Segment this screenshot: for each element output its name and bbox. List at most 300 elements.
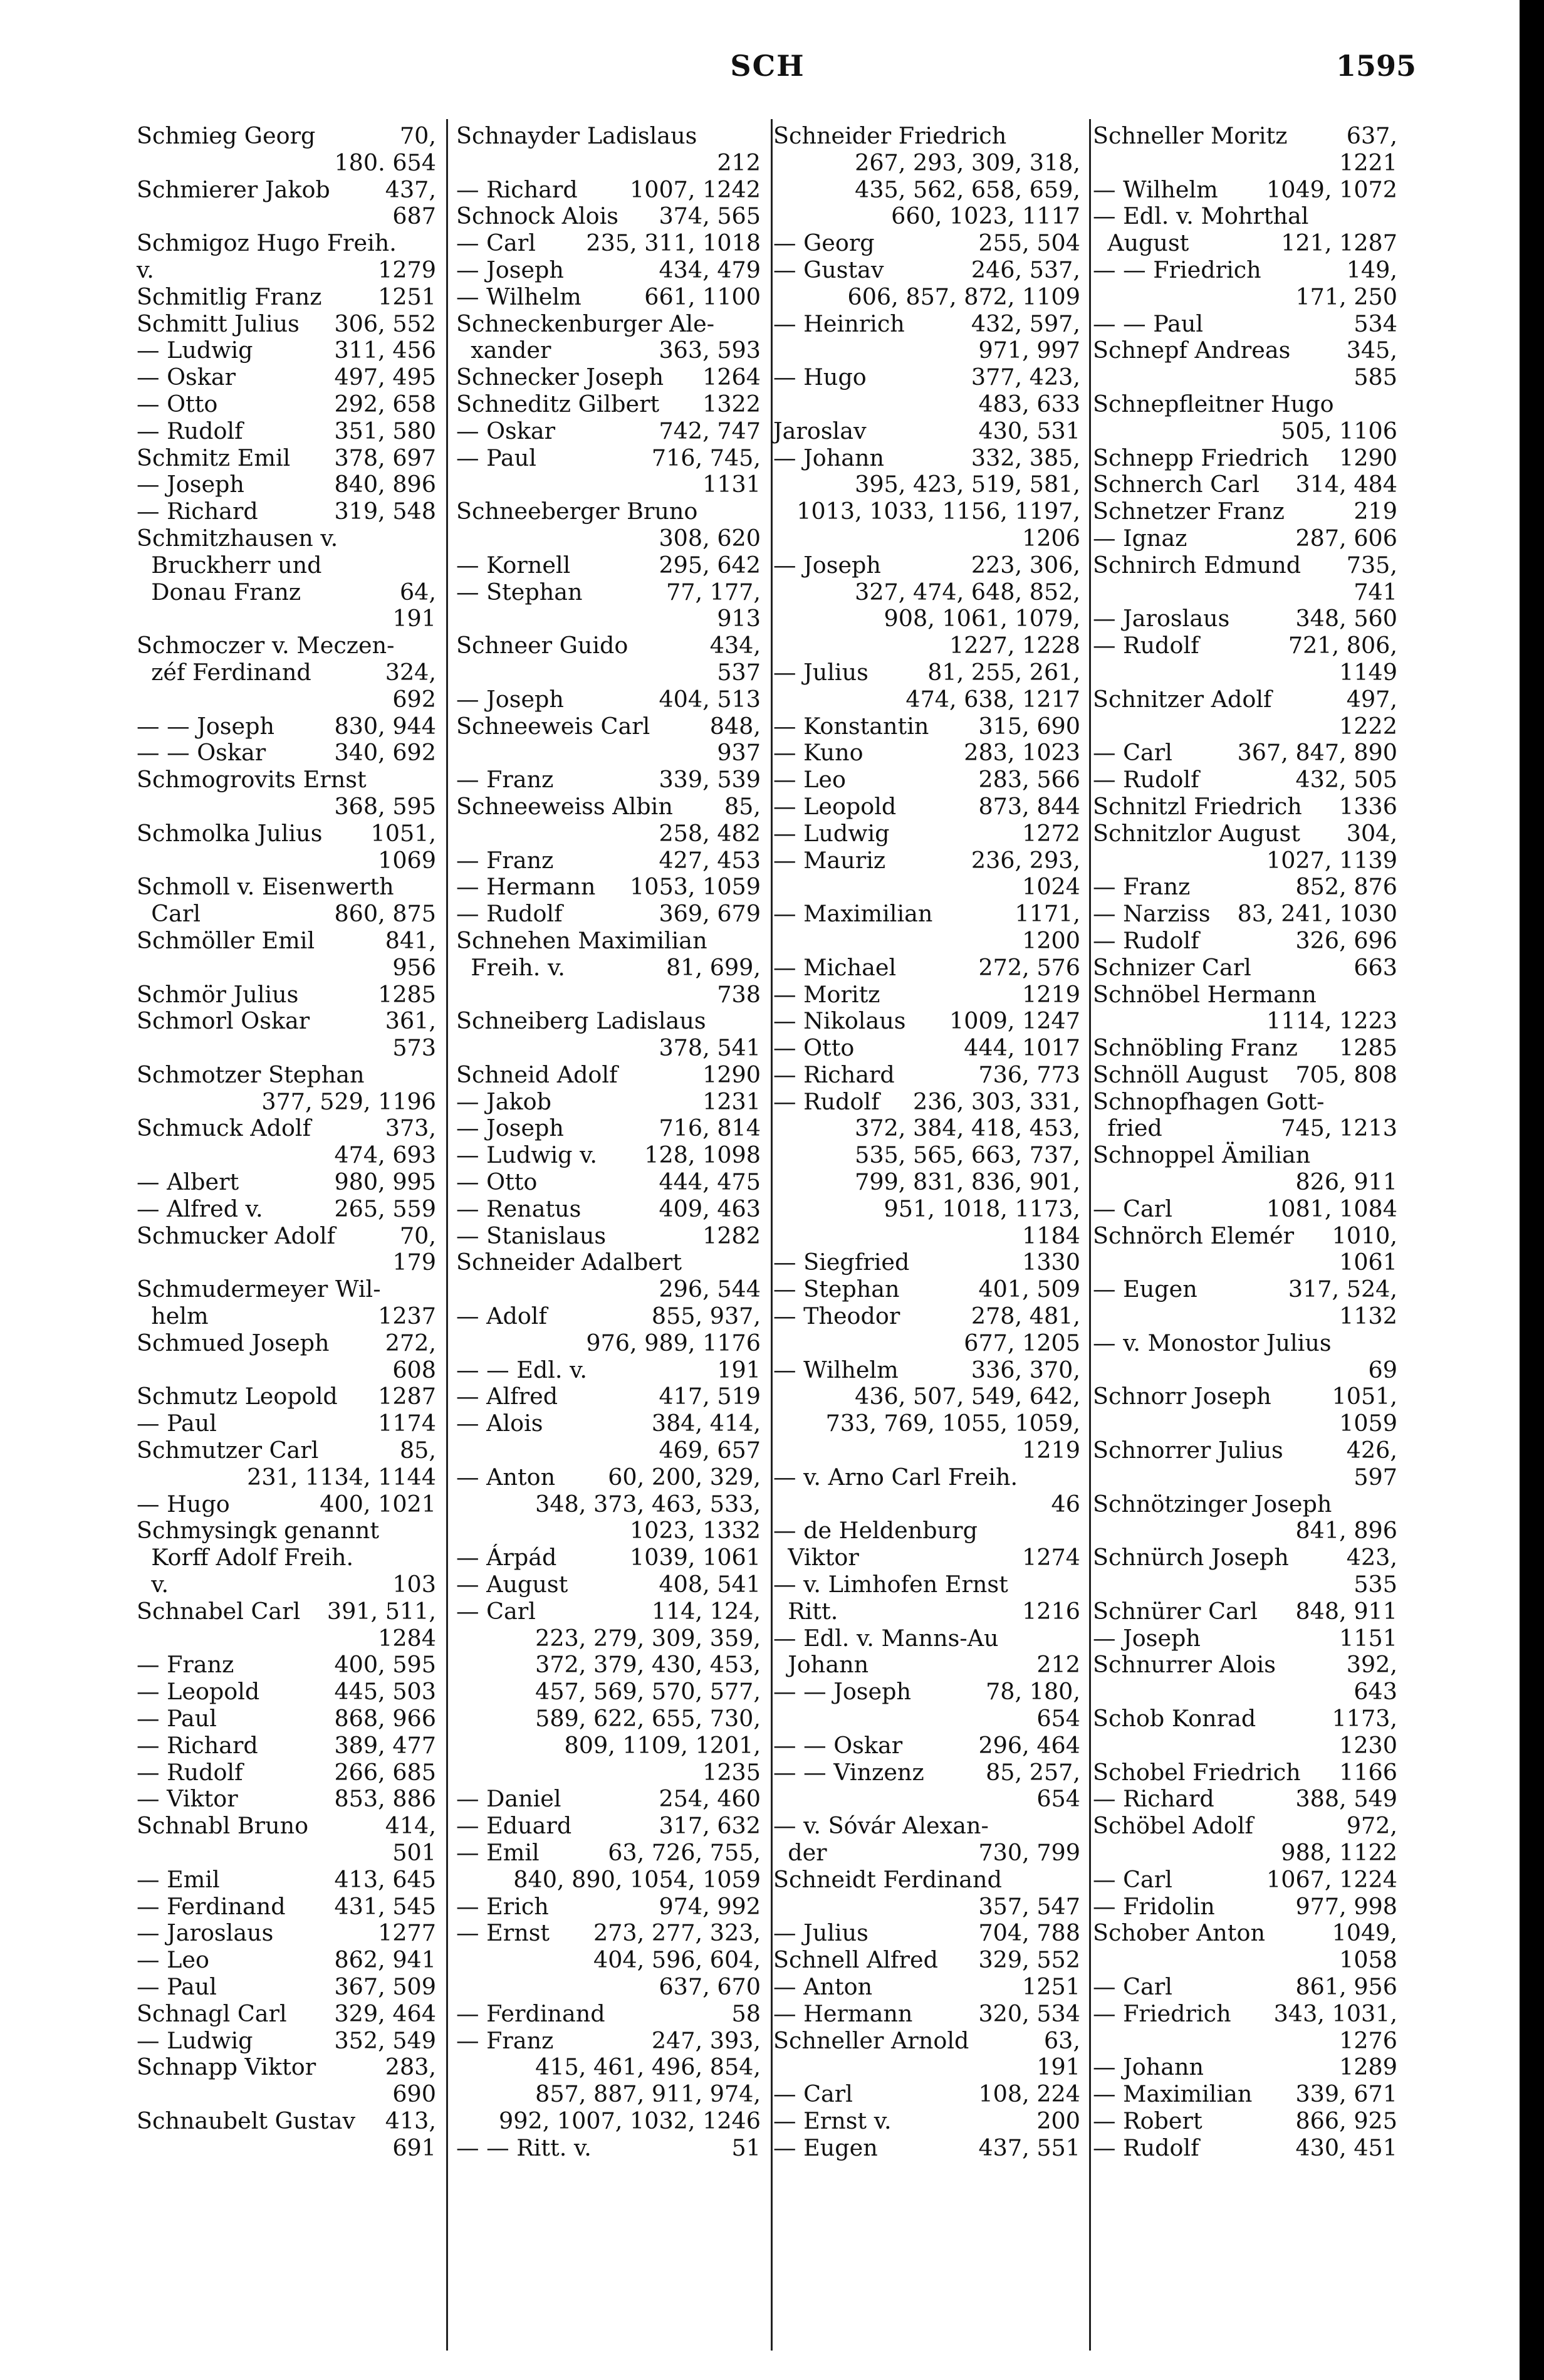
index-entry — [1093, 1196, 1397, 1223]
index-entry — [773, 498, 1080, 525]
entry-pages: 855, 937, — [651, 1303, 761, 1330]
entry-name: — Carl — [1093, 739, 1172, 767]
entry-name: Schnurrer Alois — [1093, 1651, 1276, 1679]
index-entry — [1093, 284, 1397, 311]
index-entry — [1093, 1518, 1397, 1544]
entry-name: — — Oskar — [773, 1731, 903, 1759]
entry-name: Schnörch Elemér — [1093, 1222, 1295, 1249]
entry-name: — Alfred — [456, 1383, 558, 1410]
entry-pages: 236, 303, 331, — [912, 1088, 1080, 1115]
entry-pages: 736, 773 — [978, 1061, 1080, 1088]
entry-pages: 704, 788 — [978, 1919, 1080, 1947]
entry-name: — — Friedrich — [1093, 256, 1261, 283]
entry-name: — Edl. v. Mohrthal — [1093, 202, 1309, 230]
entry-pages: 283, 566 — [978, 766, 1080, 794]
entry-name: — Ludwig — [773, 819, 890, 847]
entry-name: — Carl — [773, 2080, 853, 2108]
entry-pages: 654 — [1036, 1705, 1080, 1733]
entry-pages: 332, 385, — [971, 444, 1080, 471]
entry-name: — Julius — [773, 1919, 868, 1947]
entry-name: — Ludwig — [137, 337, 253, 364]
index-entry — [773, 257, 1080, 284]
entry-pages: 1219 — [1022, 1437, 1080, 1464]
index-entry — [456, 1625, 761, 1652]
index-entry — [1093, 1008, 1397, 1035]
entry-pages: 637, 670 — [659, 1973, 761, 2000]
index-entry — [773, 1974, 1080, 2001]
index-entry — [773, 1759, 1080, 1786]
entry-name: — Edl. v. Manns-Au — [773, 1624, 999, 1652]
entry-name: — Emil — [137, 1865, 220, 1893]
entry-name: Korff Adolf Freih. — [137, 1544, 354, 1571]
index-entry — [773, 1786, 1080, 1813]
entry-name: — Otto — [773, 1034, 855, 1062]
entry-name: — Otto — [456, 1168, 538, 1196]
scan-edge — [1520, 0, 1544, 2380]
index-entry — [137, 1464, 436, 1491]
entry-pages: 400, 1021 — [320, 1490, 436, 1518]
index-entry — [773, 1598, 1080, 1625]
entry-name: — Stanislaus — [456, 1222, 607, 1249]
index-entry — [137, 713, 436, 740]
entry-pages: 108, 224 — [978, 2080, 1080, 2108]
index-entry — [1093, 1223, 1397, 1250]
entry-name: Schobel Friedrich — [1093, 1758, 1301, 1786]
entry-name: — Franz — [456, 846, 554, 874]
entry-pages: 1069 — [378, 846, 436, 874]
entry-name: — Fridolin — [1093, 1892, 1215, 1920]
index-entry — [1093, 364, 1397, 391]
entry-name: — Richard — [137, 1731, 258, 1759]
entry-pages: 444, 475 — [659, 1168, 761, 1196]
index-entry — [456, 203, 761, 230]
entry-name: — Hugo — [137, 1490, 230, 1518]
index-entry — [1093, 1062, 1397, 1089]
entry-pages: 404, 596, 604, — [593, 1946, 761, 1974]
entry-name: — Joseph — [773, 551, 881, 579]
index-entry — [1093, 230, 1397, 257]
entry-pages: 826, 911 — [1295, 1168, 1397, 1196]
index-entry — [773, 445, 1080, 472]
index-entry — [773, 1518, 1080, 1544]
index-entry — [456, 311, 761, 338]
entry-name: — Leo — [137, 1946, 209, 1974]
entry-name: — Anton — [773, 1973, 873, 2000]
entry-pages: 830, 944 — [334, 712, 436, 740]
index-entry — [456, 874, 761, 901]
entry-pages: 742, 747 — [659, 417, 761, 444]
entry-pages: 977, 998 — [1295, 1892, 1397, 1920]
entry-pages: 231, 1134, 1144 — [247, 1463, 436, 1491]
index-entry — [137, 2135, 436, 2162]
index-entry — [456, 150, 761, 177]
index-entry — [456, 1759, 761, 1786]
entry-name: Schnitzl Friedrich — [1093, 792, 1302, 820]
index-entry — [137, 1223, 436, 1250]
entry-pages: 430, 531 — [978, 417, 1080, 444]
entry-pages: 733, 769, 1055, 1059, — [825, 1410, 1080, 1437]
entry-pages: 51 — [731, 2134, 761, 2161]
entry-name: — Georg — [773, 229, 875, 257]
index-entry — [1093, 1894, 1397, 1921]
index-entry — [456, 1169, 761, 1196]
entry-name: Schneditz Gilbert — [456, 390, 660, 417]
index-entry — [456, 767, 761, 794]
entry-pages: 860, 875 — [334, 900, 436, 928]
entry-name: Schneller Moritz — [1093, 122, 1288, 149]
index-entry — [1093, 632, 1397, 659]
index-entry — [1093, 2081, 1397, 2108]
entry-pages: 265, 559 — [334, 1195, 436, 1222]
entry-pages: 1149 — [1339, 658, 1397, 686]
entry-pages: 1274 — [1022, 1544, 1080, 1571]
entry-pages: 1285 — [378, 980, 436, 1008]
index-entry — [1093, 552, 1397, 579]
entry-pages: 314, 484 — [1295, 471, 1397, 498]
entry-name: — Daniel — [456, 1785, 561, 1813]
entry-pages: 128, 1098 — [644, 1141, 761, 1169]
entry-name: — Jakob — [456, 1088, 551, 1115]
index-entry — [773, 1089, 1080, 1116]
entry-pages: 809, 1109, 1201, — [564, 1731, 761, 1759]
index-entry — [456, 1089, 761, 1116]
entry-pages: 501 — [392, 1839, 436, 1866]
entry-name: Schnepfleitner Hugo — [1093, 390, 1334, 417]
entry-name: — Eugen — [1093, 1276, 1197, 1303]
entry-pages: 497, — [1346, 685, 1397, 713]
index-entry — [456, 686, 761, 713]
index-column-4 — [1093, 123, 1397, 2354]
entry-pages: 357, 547 — [978, 1892, 1080, 1920]
index-entry — [773, 1625, 1080, 1652]
index-entry — [773, 1652, 1080, 1679]
entry-pages: 535 — [1354, 1571, 1397, 1598]
entry-name: — Árpád — [456, 1544, 557, 1571]
entry-name: Schmogrovits Ernst — [137, 766, 367, 794]
entry-name: Schneer Guido — [456, 632, 629, 659]
entry-name: Viktor — [773, 1544, 859, 1571]
entry-name: — Johann — [1093, 2053, 1204, 2081]
entry-pages: 266, 685 — [334, 1758, 436, 1786]
page-number: 1595 — [1335, 49, 1416, 83]
entry-name: — Carl — [1093, 1195, 1172, 1222]
index-entry — [137, 820, 436, 847]
index-entry — [456, 1518, 761, 1544]
entry-pages: 1322 — [702, 390, 761, 417]
index-entry — [1093, 767, 1397, 794]
index-entry — [456, 1706, 761, 1733]
index-entry — [456, 713, 761, 740]
index-entry — [1093, 2028, 1397, 2055]
index-entry — [773, 874, 1080, 901]
entry-name: — Kuno — [773, 739, 863, 767]
index-entry — [456, 1437, 761, 1464]
index-entry — [773, 847, 1080, 874]
entry-pages: 200 — [1036, 2107, 1080, 2134]
index-entry — [1093, 1974, 1397, 2001]
index-entry — [773, 1142, 1080, 1169]
entry-pages: 352, 549 — [334, 2026, 436, 2054]
index-entry — [773, 1249, 1080, 1276]
index-entry — [137, 1330, 436, 1357]
entry-pages: 415, 461, 496, 854, — [535, 2053, 761, 2081]
entry-name: Schnürer Carl — [1093, 1597, 1258, 1625]
entry-name: — Robert — [1093, 2107, 1202, 2134]
index-entry — [137, 391, 436, 418]
index-column-1 — [137, 123, 436, 2354]
entry-name: Schnehen Maximilian — [456, 926, 707, 954]
index-entry — [456, 1679, 761, 1706]
index-entry — [137, 1840, 436, 1867]
index-entry — [1093, 1813, 1397, 1840]
index-entry — [773, 1276, 1080, 1303]
index-entry — [1093, 1571, 1397, 1598]
entry-pages: 367, 847, 890 — [1237, 739, 1397, 767]
entry-name: — Alfred v. — [137, 1195, 263, 1222]
index-entry — [137, 955, 436, 982]
index-entry — [137, 605, 436, 632]
entry-name: Ritt. — [773, 1597, 838, 1625]
entry-pages: 663 — [1354, 953, 1397, 981]
index-entry — [137, 1115, 436, 1142]
index-entry — [137, 1142, 436, 1169]
entry-pages: 64, — [399, 578, 436, 605]
entry-pages: 367, 509 — [334, 1973, 436, 2000]
entry-pages: 374, 565 — [659, 202, 761, 230]
entry-pages: 988, 1122 — [1281, 1839, 1397, 1866]
index-entry — [1093, 1437, 1397, 1464]
entry-pages: 1132 — [1339, 1303, 1397, 1330]
entry-pages: 343, 1031, — [1273, 2000, 1397, 2027]
entry-pages: 348, 373, 463, 533, — [535, 1490, 761, 1518]
entry-pages: 913 — [717, 605, 761, 632]
entry-name: — v. Limhofen Ernst — [773, 1571, 1008, 1598]
entry-pages: 426, — [1346, 1437, 1397, 1464]
entry-pages: 395, 423, 519, 581, — [855, 471, 1080, 498]
entry-pages: 677, 1205 — [964, 1329, 1080, 1356]
entry-pages: 391, 511, — [326, 1597, 436, 1625]
index-entry — [1093, 391, 1397, 418]
index-entry — [456, 418, 761, 445]
index-entry — [137, 552, 436, 579]
index-entry — [1093, 1491, 1397, 1518]
entry-pages: 1277 — [378, 1919, 436, 1947]
entry-pages: 597 — [1354, 1463, 1397, 1491]
entry-name: — Richard — [1093, 1785, 1214, 1813]
entry-name: — Maximilian — [773, 900, 933, 928]
entry-name: — Narziss — [1093, 900, 1211, 928]
index-entry — [137, 1089, 436, 1116]
entry-name: — Emil — [456, 1839, 540, 1866]
entry-pages: 219 — [1354, 498, 1397, 525]
index-entry — [1093, 847, 1397, 874]
entry-name: Schnabl Bruno — [137, 1812, 309, 1840]
entry-pages: 78, 180, — [986, 1678, 1080, 1706]
index-entry — [773, 820, 1080, 847]
index-entry — [456, 2028, 761, 2055]
index-entry — [456, 1947, 761, 1974]
index-entry — [773, 2028, 1080, 2055]
index-entry — [137, 498, 436, 525]
index-entry — [1093, 203, 1397, 230]
entry-name: Schmieg Georg — [137, 122, 316, 149]
index-entry — [456, 1008, 761, 1035]
entry-name: — Eugen — [773, 2134, 878, 2161]
entry-pages: 435, 562, 658, 659, — [855, 176, 1080, 203]
entry-name: Schnerch Carl — [1093, 471, 1260, 498]
entry-pages: 1131 — [702, 471, 761, 498]
index-entry — [773, 230, 1080, 257]
entry-pages: 60, 200, 329, — [608, 1463, 761, 1491]
index-entry — [137, 1249, 436, 1276]
entry-pages: 384, 414, — [651, 1410, 761, 1437]
index-entry — [137, 1598, 436, 1625]
index-entry — [1093, 928, 1397, 955]
entry-name: — Joseph — [1093, 1624, 1201, 1652]
index-entry — [137, 2081, 436, 2108]
index-entry — [1093, 1652, 1397, 1679]
index-entry — [137, 794, 436, 820]
index-entry — [137, 1357, 436, 1384]
entry-pages: 278, 481, — [971, 1303, 1080, 1330]
index-entry — [1093, 1089, 1397, 1116]
entry-pages: 1284 — [378, 1624, 436, 1652]
entry-pages: 377, 529, 1196 — [261, 1088, 436, 1115]
index-entry — [1093, 1142, 1397, 1169]
index-entry — [137, 1276, 436, 1303]
entry-pages: 413, — [385, 2107, 436, 2134]
index-entry — [773, 552, 1080, 579]
index-entry — [137, 364, 436, 391]
index-entry — [1093, 1759, 1397, 1786]
index-entry — [456, 740, 761, 767]
index-entry — [1093, 525, 1397, 552]
entry-pages: 246, 537, — [971, 256, 1080, 283]
index-entry — [773, 1437, 1080, 1464]
entry-pages: 423, — [1346, 1544, 1397, 1571]
entry-pages: 1285 — [1339, 1034, 1397, 1062]
entry-pages: 840, 896 — [334, 471, 436, 498]
index-entry — [456, 2108, 761, 2135]
index-entry — [773, 713, 1080, 740]
entry-pages: 363, 593 — [659, 337, 761, 364]
index-entry — [456, 2135, 761, 2162]
entry-name: — Anton — [456, 1463, 556, 1491]
index-entry — [773, 579, 1080, 606]
entry-pages: 1051, — [1332, 1383, 1397, 1410]
entry-pages: 606, 857, 872, 1109 — [847, 283, 1080, 310]
entry-name: — Hermann — [773, 2000, 913, 2027]
index-entry — [456, 1249, 761, 1276]
running-head: SCH — [730, 49, 805, 83]
entry-pages: 85, — [724, 792, 761, 820]
index-entry — [1093, 1357, 1397, 1384]
index-entry — [773, 1169, 1080, 1196]
entry-pages: 404, 513 — [659, 685, 761, 713]
index-entry — [1093, 579, 1397, 606]
entry-name: — Rudolf — [137, 1758, 243, 1786]
index-entry — [456, 498, 761, 525]
entry-pages: 83, 241, 1030 — [1237, 900, 1397, 928]
index-entry — [137, 2028, 436, 2055]
entry-pages: 730, 799 — [978, 1839, 1080, 1866]
entry-name: zéf Ferdinand — [137, 658, 311, 686]
index-entry — [1093, 257, 1397, 284]
entry-pages: 329, 464 — [334, 2000, 436, 2027]
entry-pages: 1010, — [1332, 1222, 1397, 1249]
index-entry — [456, 1544, 761, 1571]
index-entry — [137, 1733, 436, 1759]
index-entry — [1093, 337, 1397, 364]
index-entry — [456, 1062, 761, 1089]
entry-pages: 70, — [399, 122, 436, 149]
entry-pages: 114, 124, — [651, 1597, 761, 1625]
entry-name: Schmutzer Carl — [137, 1437, 319, 1464]
index-entry — [137, 284, 436, 311]
entry-name: — Ludwig v. — [456, 1141, 597, 1169]
entry-name: — Carl — [456, 229, 536, 257]
entry-pages: 992, 1007, 1032, 1246 — [499, 2107, 761, 2134]
entry-pages: 121, 1287 — [1281, 229, 1397, 257]
entry-pages: 716, 814 — [659, 1114, 761, 1142]
index-entry — [137, 1437, 436, 1464]
index-entry — [773, 337, 1080, 364]
entry-pages: 848, — [709, 712, 761, 740]
index-entry — [1093, 713, 1397, 740]
index-entry — [456, 471, 761, 498]
index-entry — [137, 847, 436, 874]
entry-pages: 436, 507, 549, 642, — [855, 1383, 1080, 1410]
entry-pages: 417, 519 — [659, 1383, 761, 1410]
entry-pages: 1053, 1059 — [630, 873, 761, 901]
entry-name: — Julius — [773, 658, 868, 686]
index-entry — [1093, 1947, 1397, 1974]
entry-name: Jaroslav — [773, 417, 867, 444]
entry-name: — Joseph — [456, 256, 564, 283]
entry-pages: 236, 293, — [971, 846, 1080, 874]
index-entry — [137, 150, 436, 177]
entry-pages: 705, 808 — [1295, 1061, 1397, 1088]
index-entry — [1093, 1115, 1397, 1142]
entry-name: — Rudolf — [1093, 926, 1199, 954]
entry-pages: 432, 505 — [1295, 766, 1397, 794]
index-entry — [1093, 1169, 1397, 1196]
entry-pages: 149, — [1346, 256, 1397, 283]
index-entry — [137, 686, 436, 713]
index-entry — [137, 257, 436, 284]
index-entry — [137, 632, 436, 659]
index-entry — [456, 445, 761, 472]
entry-pages: 180. 654 — [334, 149, 436, 176]
index-entry — [137, 525, 436, 552]
entry-pages: 273, 277, 323, — [593, 1919, 761, 1947]
entry-pages: 432, 597, — [971, 310, 1080, 337]
entry-pages: 1166 — [1339, 1758, 1397, 1786]
entry-name: — — Joseph — [773, 1678, 912, 1706]
entry-name: — Leopold — [137, 1678, 260, 1706]
index-entry — [456, 257, 761, 284]
index-entry — [773, 901, 1080, 928]
entry-pages: 866, 925 — [1295, 2107, 1397, 2134]
entry-pages: 971, 997 — [978, 337, 1080, 364]
entry-name: Schnöbling Franz — [1093, 1034, 1298, 1062]
index-entry — [773, 1223, 1080, 1250]
entry-pages: 660, 1023, 1117 — [891, 202, 1080, 230]
entry-pages: 1027, 1139 — [1266, 846, 1397, 874]
entry-pages: 841, — [385, 926, 436, 954]
index-entry — [773, 1544, 1080, 1571]
index-entry — [137, 1410, 436, 1437]
